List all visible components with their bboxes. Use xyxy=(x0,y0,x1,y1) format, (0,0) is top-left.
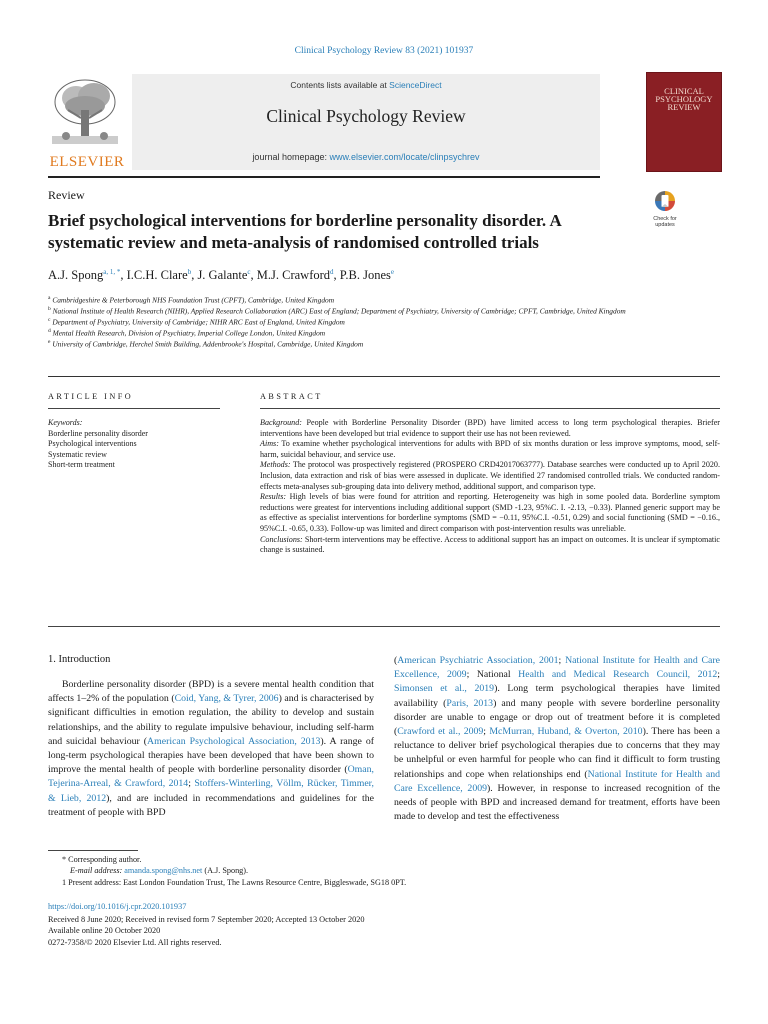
author-marks[interactable]: e xyxy=(390,268,394,276)
copyright-line: 0272-7358/© 2020 Elsevier Ltd. All rights reserved. xyxy=(48,937,222,947)
running-header[interactable]: Clinical Psychology Review 83 (2021) 101937 xyxy=(294,46,474,56)
dates-line: Received 8 June 2020; Received in revised form 7 September 2020; Accepted 13 October 2020 xyxy=(48,915,365,924)
author[interactable] xyxy=(340,268,394,282)
article-type: Review xyxy=(48,188,85,202)
check-updates-label: Check for updates xyxy=(653,216,677,228)
doi-link[interactable]: https://doi.org/10.1016/j.cpr.2020.101937 xyxy=(48,902,187,911)
body-text: ). There has been a reluctance to deliver brief psychological therapies due to concerns that they may be unhelpful or even harmful for people who can find it difficult to form trusting relationships and cope when relationships end ( xyxy=(394,726,720,780)
author-name: J. Galante xyxy=(197,268,248,283)
abstract-section: Background: People with Borderline Personality Disorder (BPD) have limited access to long term psychological therapies. Briefer interventions have been developed but trial evidence to support their use has not been reviewed. xyxy=(260,418,720,438)
elsevier-logo[interactable] xyxy=(48,74,126,170)
body-text: Borderline personality disorder (BPD) is a severe mental health condition that affects 1–2% of the population ( xyxy=(48,679,374,705)
email-line: E-mail address: amanda.spong@nhs.net (A.J. Spong). xyxy=(70,866,249,876)
tree-logo-icon xyxy=(48,74,122,148)
article-dates xyxy=(48,914,365,948)
author-sep: , xyxy=(333,268,340,283)
body-text: ). A range of long-term psychological therapies have been developed that have been shown to improve the mental health of people with borderline personality disorder ( xyxy=(48,735,374,776)
author[interactable] xyxy=(48,268,127,282)
keyword: Systematic review xyxy=(48,449,107,459)
footnote-rule xyxy=(48,850,138,851)
body-text: ; National xyxy=(466,669,519,681)
corresponding-note: * Corresponding author. xyxy=(62,855,142,864)
dates-line: Available online 20 October 2020 xyxy=(48,926,161,936)
citation-link[interactable]: National Institute for Health and Care Excellence, 2009 xyxy=(394,655,721,681)
abstract-section: Methods: The protocol was prospectively registered (PROSPERO CRD42017063777). Database searches were conducted up to April 2020. Inclusion, data extraction and risk of bias were assessed in duplicate. We identified 27 randomised controlled trials. We conducted random-effects meta-analyses sub-grouping data into delivery method, additional support, and comparison type. xyxy=(260,460,720,491)
citation-link[interactable]: Stoffers-Winterling, Völlm, Rücker, Timmer, & Lieb, 2012 xyxy=(48,778,374,804)
abstract-section: Results: High levels of bias were found for attrition and reporting. Heterogeneity was high in some pooled data. Borderline symptom reductions were greatest for interventions including additional support (SMD -1.23, 95%C. I. -2.13, −0.33). Planned generic support may be as effective as specialist interventions for borderline symptoms (SMD = −0.11, 95%C.I. -0.51, 0.29) and social functioning (SMD = −0.16., 95%C.I. -0.65, 0.33). Follow-up was limited and direct comparison with post-intervention results was unreliable. xyxy=(260,492,720,533)
intro-column-right xyxy=(394,654,720,824)
intro-paragraph xyxy=(394,654,720,824)
body-text: ) and is characterised by significant difficulties in emotion regulation, the ability to develop and sustain relationships, and the ability to regulate impulsive behaviour, including self-harm and suicidal behaviour ( xyxy=(48,693,374,747)
abstract-rule xyxy=(260,408,720,409)
author[interactable] xyxy=(127,268,198,282)
keywords-block xyxy=(48,418,220,471)
author-list xyxy=(48,268,394,283)
check-updates-button[interactable] xyxy=(648,190,682,230)
header-divider xyxy=(48,376,720,377)
affiliation: $^c$ Department of Psychiatry, University of Cambridge; NIHR ARC East of England, United Kingdom xyxy=(48,317,345,327)
contents-prefix: Contents lists available at xyxy=(290,80,390,90)
article-info-heading: ARTICLE INFO xyxy=(48,392,134,401)
citation-link[interactable]: National Institute for Health and Care Excellence, 2009 xyxy=(394,768,720,794)
footnotes xyxy=(48,854,708,888)
abstract-heading: ABSTRACT xyxy=(260,392,323,401)
citation-link[interactable]: Health and Medical Research Council, 2012 xyxy=(518,669,718,681)
author-marks[interactable]: a, 1, * xyxy=(103,268,121,276)
sciencedirect-link[interactable]: ScienceDirect xyxy=(389,80,442,90)
citation-link[interactable]: American Psychiatric Association, 2001 xyxy=(397,655,559,666)
journal-cover[interactable] xyxy=(646,72,722,172)
author-sep: , xyxy=(191,268,198,283)
body-text: ; xyxy=(188,778,195,790)
citation-link[interactable]: Coid, Yang, & Tyrer, 2006 xyxy=(174,693,279,705)
article-info-rule xyxy=(48,408,220,409)
author-marks[interactable]: b xyxy=(187,268,192,276)
abstract-section: Conclusions: Short-term interventions may be effective. Access to additional support has an impact on outcomes. It is unclear if symptomatic change is sustained. xyxy=(260,534,720,555)
homepage-line xyxy=(132,152,600,162)
contents-line xyxy=(132,80,600,90)
author-sep: , xyxy=(250,268,257,283)
body-text: ; xyxy=(717,669,720,681)
author-name: P.B. Jones xyxy=(339,268,391,283)
body-text: ; xyxy=(558,655,566,666)
body-text: ). However, in response to increased recognition of the needs of people with BPD and increased demand for treatment, efforts have been made to develop and test the effectiveness xyxy=(394,782,720,823)
abstract-divider xyxy=(48,626,720,627)
keyword: Borderline personality disorder xyxy=(48,428,148,438)
citation-link[interactable]: Simonsen et al., 2019 xyxy=(394,683,495,695)
affiliations xyxy=(48,294,638,349)
author[interactable] xyxy=(257,268,340,282)
author-marks[interactable]: c xyxy=(247,268,251,276)
present-address-note: 1 Present address: East London Foundation Trust, The Lawns Resource Centre, Biggleswade, SG18 0PT. xyxy=(62,877,407,887)
cover-title: CLINICAL PSYCHOLOGY REVIEW xyxy=(655,86,713,112)
affiliation: $^b$ National Institute of Health Research (NIHR), Applied Research Collaboration (ARC) East of England; Department of Psychiatry, University of Cambridge; CPFT, Cambridge, United Kingdom xyxy=(48,306,626,316)
citation-link[interactable]: Oman, Tejerina-Arreal, & Crawford, 2014 xyxy=(48,764,374,790)
affiliation: $^d$ Mental Health Research, Division of Psychiatry, Imperial College London, United Kingdom xyxy=(48,328,326,338)
author-name: A.J. Spong xyxy=(48,268,104,283)
author[interactable] xyxy=(197,268,256,282)
journal-title: Clinical Psychology Review xyxy=(266,106,466,126)
keyword: Psychological interventions xyxy=(48,439,137,449)
keyword: Short-term treatment xyxy=(48,460,115,470)
body-text: ). Long term psychological therapies have limited availability ( xyxy=(394,683,720,709)
article-title: Brief psychological interventions for borderline personality disorder. A systematic review and meta-analysis of randomised controlled trials xyxy=(48,211,561,252)
body-text: ; xyxy=(483,726,490,738)
citation-link[interactable]: American Psychological Association, 2013 xyxy=(147,735,321,747)
section-heading: 1. Introduction xyxy=(48,654,111,665)
body-text: ), and are included in recommendations and guidelines for the treatment of people with BPD xyxy=(48,792,374,818)
citation-link[interactable]: Crawford et al., 2009 xyxy=(397,726,484,738)
author-marks[interactable]: d xyxy=(330,268,334,276)
author-name: M.J. Crawford xyxy=(256,268,331,283)
author-sep: , xyxy=(120,268,127,283)
citation-link[interactable]: Paris, 2013 xyxy=(446,697,494,709)
affiliation: $^e$ University of Cambridge, Herchel Smith Building, Addenbrooke's Hospital, Cambridge, United Kingdom xyxy=(48,339,364,349)
homepage-prefix: journal homepage: xyxy=(252,152,330,162)
affiliation: $^a$ Cambridgeshire & Peterborough NHS Foundation Trust (CPFT), Cambridge, United Kingdom xyxy=(48,295,335,305)
author-name: I.C.H. Clare xyxy=(126,268,188,283)
citation-link[interactable]: McMurran, Huband, & Overton, 2010 xyxy=(489,726,643,738)
homepage-link[interactable]: www.elsevier.com/locate/clinpsychrev xyxy=(329,152,480,162)
keywords-label: Keywords: xyxy=(48,418,83,427)
body-text: ) and many people with severe borderline personality disorder are unable to engage or drop out of treatment before it is completed ( xyxy=(394,697,720,738)
abstract-section: Aims: To examine whether psychological interventions for adults with BPD of six months duration or less improve symptoms, mood, self-harm, suicidal behaviour, and service use. xyxy=(260,439,720,459)
check-updates-icon xyxy=(654,190,676,214)
elsevier-wordmark: ELSEVIER xyxy=(49,154,125,170)
abstract-body xyxy=(260,418,720,556)
body-text: ( xyxy=(394,655,398,666)
intro-paragraph xyxy=(48,678,374,820)
email-link[interactable]: amanda.spong@nhs.net xyxy=(124,866,203,876)
intro-column-left xyxy=(48,678,374,820)
